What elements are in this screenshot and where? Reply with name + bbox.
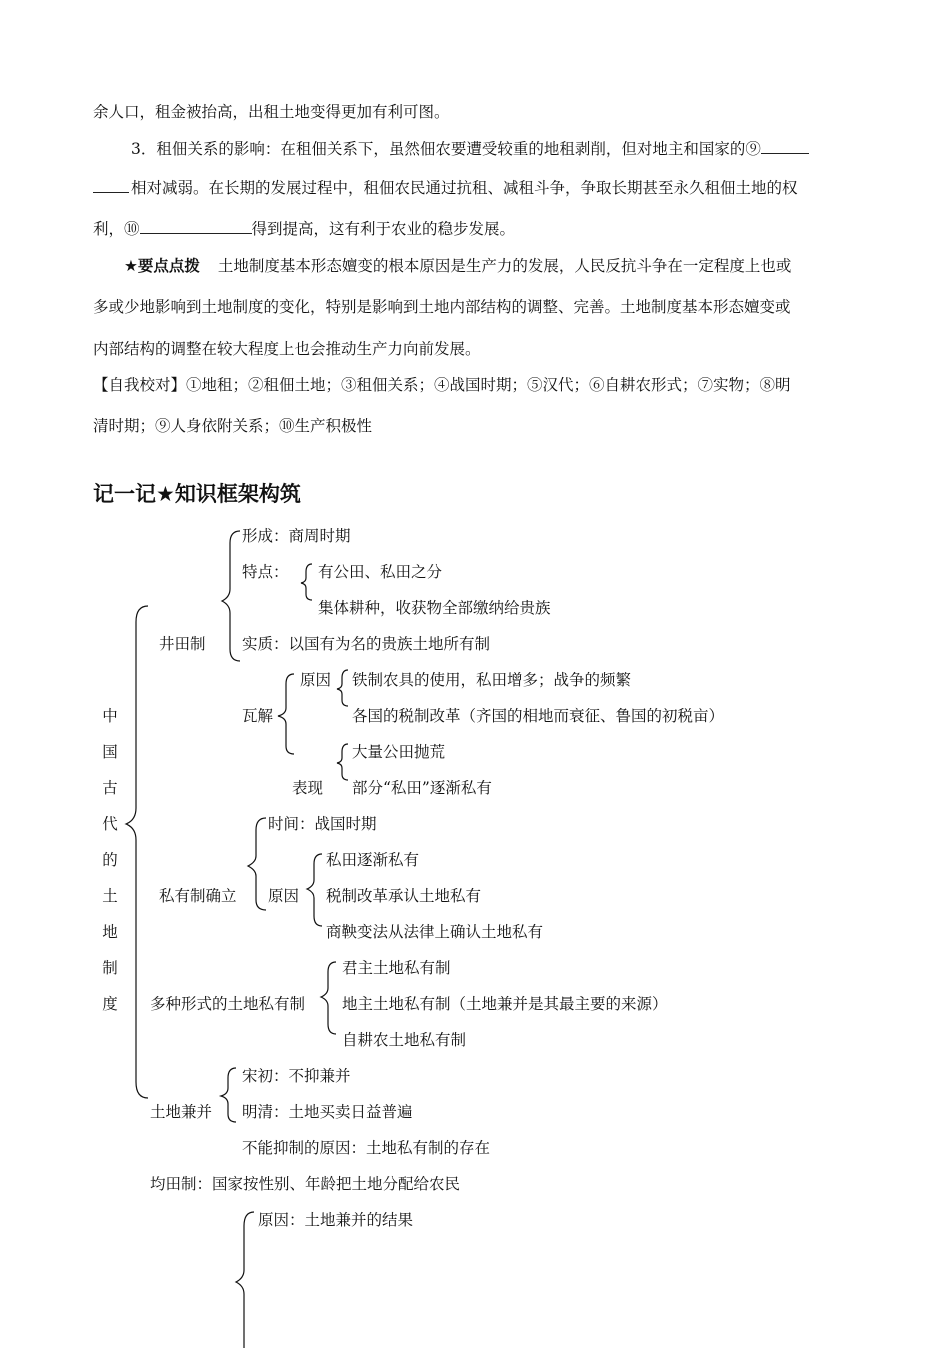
private-cause-brace: [304, 850, 326, 930]
self-check-line: 清时期；⑨人身依附关系；⑩生产积极性: [93, 417, 373, 435]
self-check-line: 【自我校对】①地租；②租佃土地；③租佃关系；④战国时期；⑤汉代；⑥自耕农形式；⑦实物；⑧明: [93, 376, 791, 394]
merger-brace: [218, 1064, 240, 1124]
tip-text: 土地制度基本形态嬗变的根本原因是生产力的发展，人民反抗斗争在一定程度上也或: [217, 257, 792, 275]
tip-line: 多或少地影响到土地制度的变化，特别是影响到土地内部结构的调整、完善。土地制度基本形态嬗变或: [93, 298, 791, 316]
tip-label: ★要点点拨: [124, 257, 200, 275]
root-char: 地: [102, 923, 118, 941]
paragraph-line: 余人口，租金被抬高，出租土地变得更加有利可图。: [93, 103, 450, 121]
collapse-sign: 部分“私田”逐渐私有: [352, 779, 492, 797]
collapse-brace: [274, 670, 298, 760]
collapse-cause: 铁制农具的使用，私田增多；战争的频繁: [352, 671, 632, 689]
paragraph-line: [93, 178, 798, 198]
private-cause-label: 原因: [268, 887, 300, 905]
jingtian-feature: 集体耕种，收获物全部缴纳给贵族: [318, 599, 551, 617]
collapse-sign: 大量公田抛荒: [352, 743, 446, 761]
root-char: 度: [102, 995, 118, 1013]
root-label: [100, 706, 120, 1030]
paragraph-line: [93, 219, 515, 239]
jingtian-formation: 形成：商周时期: [242, 527, 351, 545]
paragraph-text: 得到提高，这有利于农业的稳步发展。: [251, 220, 516, 238]
private-cause: 私田逐渐私有: [326, 851, 420, 869]
root-char: 中: [102, 707, 118, 725]
root-char: 制: [102, 959, 118, 977]
collapse-label: 瓦解: [242, 707, 274, 725]
forms-brace: [318, 958, 340, 1038]
jingtian-feature: 有公田、私田之分: [318, 563, 443, 581]
collapse-cause: 各国的税制改革（齐国的相地而衰征、鲁国的初税亩）: [352, 707, 725, 725]
forms-item: 君主土地私有制: [342, 959, 451, 977]
juntian: 均田制：国家按性别、年龄把土地分配给农民: [150, 1175, 461, 1193]
paragraph-text: 利，⑩: [93, 220, 140, 238]
private-label: 私有制确立: [159, 887, 237, 905]
private-cause: 商鞅变法从法律上确认土地私有: [326, 923, 544, 941]
merger-reason: 不能抑制的原因：土地私有制的存在: [242, 1139, 491, 1157]
last-cause: 原因：土地兼并的结果: [258, 1211, 414, 1229]
paragraph-line: [131, 139, 809, 159]
forms-item: 地主土地私有制（土地兼并是其最主要的来源）: [342, 995, 668, 1013]
merger-mingqing: 明清：土地买卖日益普遍: [242, 1103, 413, 1121]
fill-blank-10: [140, 219, 252, 234]
private-time: 时间：战国时期: [268, 815, 377, 833]
private-cause: 税制改革承认土地私有: [326, 887, 482, 905]
root-brace: [122, 604, 152, 1104]
jingtian-brace: [218, 527, 242, 667]
jingtian-label: 井田制: [159, 635, 206, 653]
private-brace: [244, 814, 268, 914]
collapse-cause-brace: [334, 668, 352, 708]
collapse-sign-brace: [334, 742, 352, 782]
paragraph-text: 相对减弱。在长期的发展过程中，租佃农民通过抗租、减租斗争，争取长期甚至永久租佃土地的权: [131, 179, 798, 197]
merger-song: 宋初：不抑兼并: [242, 1067, 351, 1085]
root-char: 土: [102, 887, 118, 905]
root-char: 国: [102, 743, 118, 761]
tip-line: 内部结构的调整在较大程度上也会推动生产力向前发展。: [93, 340, 481, 358]
fill-blank-9-cont: [93, 178, 129, 193]
fill-blank-9: [761, 139, 809, 154]
forms-item: 自耕农土地私有制: [342, 1031, 467, 1049]
jingtian-features-label: 特点：: [242, 563, 289, 581]
tip-line: [124, 256, 791, 276]
root-char: 的: [102, 851, 118, 869]
features-brace: [298, 562, 316, 602]
forms-label: 多种形式的土地私有制: [150, 995, 306, 1013]
section-title: 记一记★知识框架构筑: [93, 482, 301, 506]
jingtian-essence: 实质：以国有为名的贵族土地所有制: [242, 635, 491, 653]
merger-label: 土地兼并: [150, 1103, 213, 1121]
collapse-cause-label: 原因: [300, 671, 332, 689]
paragraph-text: 3．租佃关系的影响：在租佃关系下，虽然佃农要遭受较重的地租剥削，但对地主和国家的⑨: [131, 140, 761, 158]
root-char: 古: [102, 779, 118, 797]
last-brace: [232, 1208, 258, 1348]
root-char: 代: [102, 815, 118, 833]
collapse-sign-label: 表现: [292, 779, 324, 797]
